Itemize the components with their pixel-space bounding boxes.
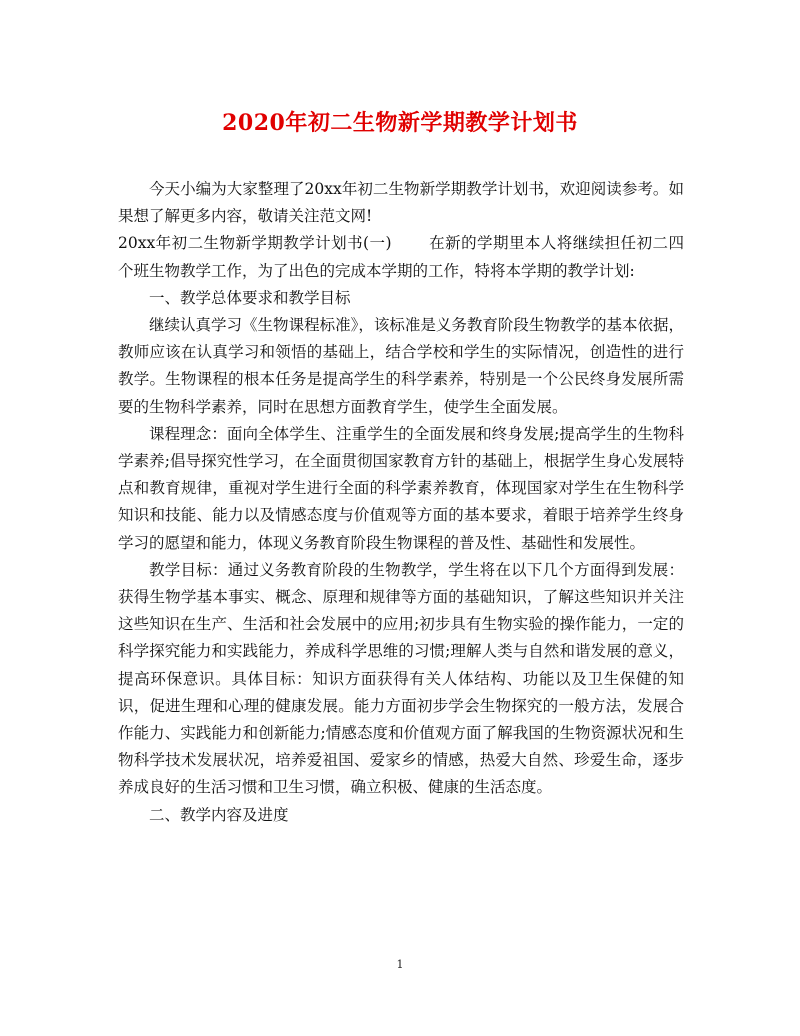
paragraph-1: 继续认真学习《生物课程标准》，该标准是义务教育阶段生物教学的基本依据，教师应该在认真学习和领悟的基础上，结合学校和学生的实际情况，创造性的进行教学。生物课程的根本任务是提高学生的科学素养，特别是一个公民终身发展所需要的生物科学素养，同时在思想方面教育学生，使学生全面发展。 xyxy=(118,316,684,416)
document-body xyxy=(118,176,684,829)
subtitle-continuation: 在新的学期里本人将继续担任初二四个班生物教学工作，为了出色的完成本学期的工作，特将本学期的教学计划: xyxy=(118,234,684,280)
document-title: 2020年初二生物新学期教学计划书 xyxy=(222,110,578,136)
section-heading-2: 二、教学内容及进度 xyxy=(149,805,289,824)
section-heading-1: 一、教学总体要求和教学目标 xyxy=(149,288,351,307)
page-number: 1 xyxy=(396,958,404,971)
paragraph-3: 教学目标：通过义务教育阶段的生物教学，学生将在以下几个方面得到发展：获得生物学基本事实、概念、原理和规律等方面的基础知识，了解这些知识并关注这些知识在生产、生活和社会发展中的应用;初步具有生物实验的操作能力，一定的科学探究能力和实践能力，养成科学思维的习惯;理解人类与自然和谐发展的意义，提高环保意识。具体目标：知识方面获得有关人体结构、功能以及卫生保健的知识，促进生理和心理的健康发展。能力方面初步学会生物探究的一般方法，发展合作能力、实践能力和创新能力;情感态度和价值观方面了解我国的生物资源状况和生物科学技术发展状况，培养爱祖国、爱家乡的情感，热爱大自然、珍爱生命，逐步养成良好的生活习惯和卫生习惯，确立积极、健康的生活态度。 xyxy=(118,560,684,797)
subtitle-paragraph xyxy=(118,230,684,284)
intro-paragraph: 今天小编为大家整理了20xx年初二生物新学期教学计划书，欢迎阅读参考。如果想了解更多内容，敬请关注范文网! xyxy=(118,180,684,226)
document-subtitle: 20xx年初二生物新学期教学计划书(一) xyxy=(118,234,392,253)
paragraph-2: 课程理念：面向全体学生、注重学生的全面发展和终身发展;提高学生的生物科学素养;倡导探究性学习，在全面贯彻国家教育方针的基础上，根据学生身心发展特点和教育规律，重视对学生进行全面的科学素养教育，体现国家对学生在生物科学知识和技能、能力以及情感态度与价值观等方面的基本要求，着眼于培养学生终身学习的愿望和能力，体现义务教育阶段生物课程的普及性、基础性和发展性。 xyxy=(118,424,684,552)
